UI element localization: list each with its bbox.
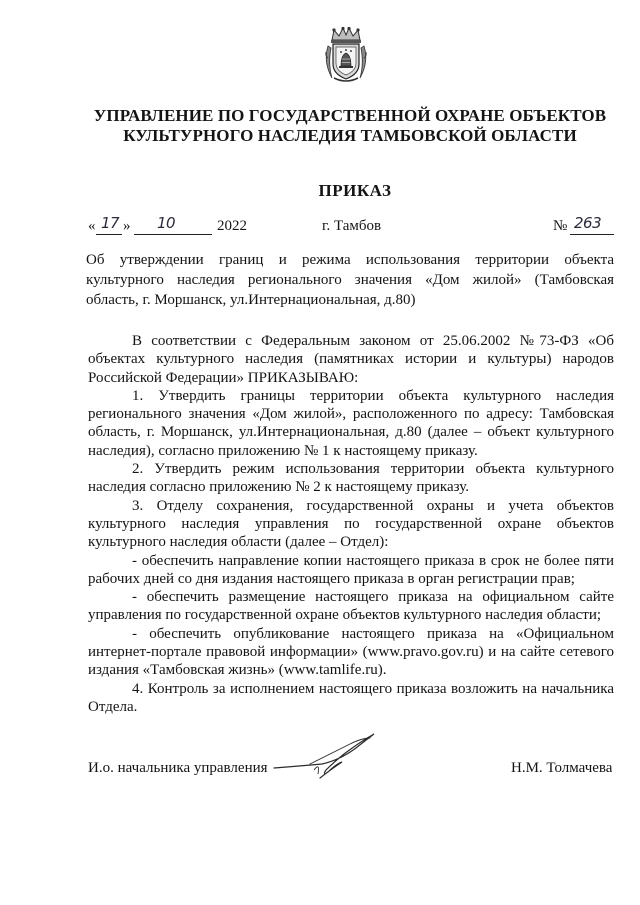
city-name: г. Тамбов bbox=[322, 218, 382, 234]
number-sign: № bbox=[553, 218, 568, 234]
signatory-name: Н.М. Толмачева bbox=[511, 760, 613, 776]
signatory-title: И.о. начальника управления bbox=[88, 760, 268, 776]
date-close-quote: » bbox=[123, 218, 131, 234]
date-month: 10 bbox=[157, 214, 176, 232]
date-day: 17 bbox=[101, 214, 120, 232]
order-item-1: 1. Утвердить границы территории объекта культурного наследия регионального значения «Дом жилой», расположенного по адресу: Тамбовская область, г. Моршанск, ул.Интернациональная, д.80 (далее – объект культурного наследия), согласно приложению № 1 к настоящему приказу. bbox=[88, 387, 614, 459]
order-body bbox=[88, 332, 614, 716]
date-day-underline bbox=[96, 234, 122, 235]
order-subject: Об утверждении границ и режима использования территории объекта культурного наследия регионального значения «Дом жилой» (Тамбовская область, г. Моршанск, ул.Интернациональная, д.80) bbox=[86, 252, 614, 308]
handwritten-signature-icon bbox=[270, 726, 380, 786]
order-item-2: 2. Утвердить режим использования территории объекта культурного наследия согласно приложению № 2 к настоящему приказу. bbox=[88, 461, 614, 496]
document-type-title: ПРИКАЗ bbox=[318, 181, 392, 200]
order-bullet-2: - обеспечить размещение настоящего приказа на официальном сайте управления по государственной охране объектов культурного наследия области; bbox=[88, 589, 614, 624]
date-year: 2022 bbox=[217, 218, 247, 234]
order-item-4: 4. Контроль за исполнением настоящего приказа возложить на начальника Отдела. bbox=[88, 680, 614, 715]
date-number-row bbox=[0, 214, 640, 244]
order-bullet-3: - обеспечить опубликование настоящего приказа на «Официальном интернет-портале правовой информации» (www.pravo.gov.ru) и на сайте сетевого издания «Тамбовская жизнь» (www.tamlife.ru). bbox=[88, 625, 614, 679]
agency-name-line2: КУЛЬТУРНОГО НАСЛЕДИЯ ТАМБОВСКОЙ ОБЛАСТИ bbox=[123, 126, 577, 145]
number-underline bbox=[570, 234, 614, 235]
date-open-quote: « bbox=[88, 218, 96, 234]
preamble-paragraph: В соответствии с Федеральным законом от 25.06.2002 №73-ФЗ «Об объектах культурного наследия (памятниках истории и культуры) народов Российской Федерации» ПРИКАЗЫВАЮ: bbox=[88, 333, 614, 386]
order-bullet-1: - обеспечить направление копии настоящего приказа в срок не более пяти рабочих дней со дня издания настоящего приказа в орган регистрации прав; bbox=[88, 552, 614, 587]
tambov-coat-of-arms-icon bbox=[322, 26, 370, 84]
order-item-3: 3. Отделу сохранения, государственной охраны и учета объектов культурного наследия управления по государственной охране объектов культурного наследия области (далее – Отдел): bbox=[88, 497, 614, 551]
agency-name-line1: УПРАВЛЕНИЕ ПО ГОСУДАРСТВЕННОЙ ОХРАНЕ ОБЪЕКТОВ bbox=[93, 106, 607, 125]
date-month-underline bbox=[134, 234, 212, 235]
document-number: 263 bbox=[574, 214, 602, 232]
agency-name bbox=[60, 106, 640, 146]
